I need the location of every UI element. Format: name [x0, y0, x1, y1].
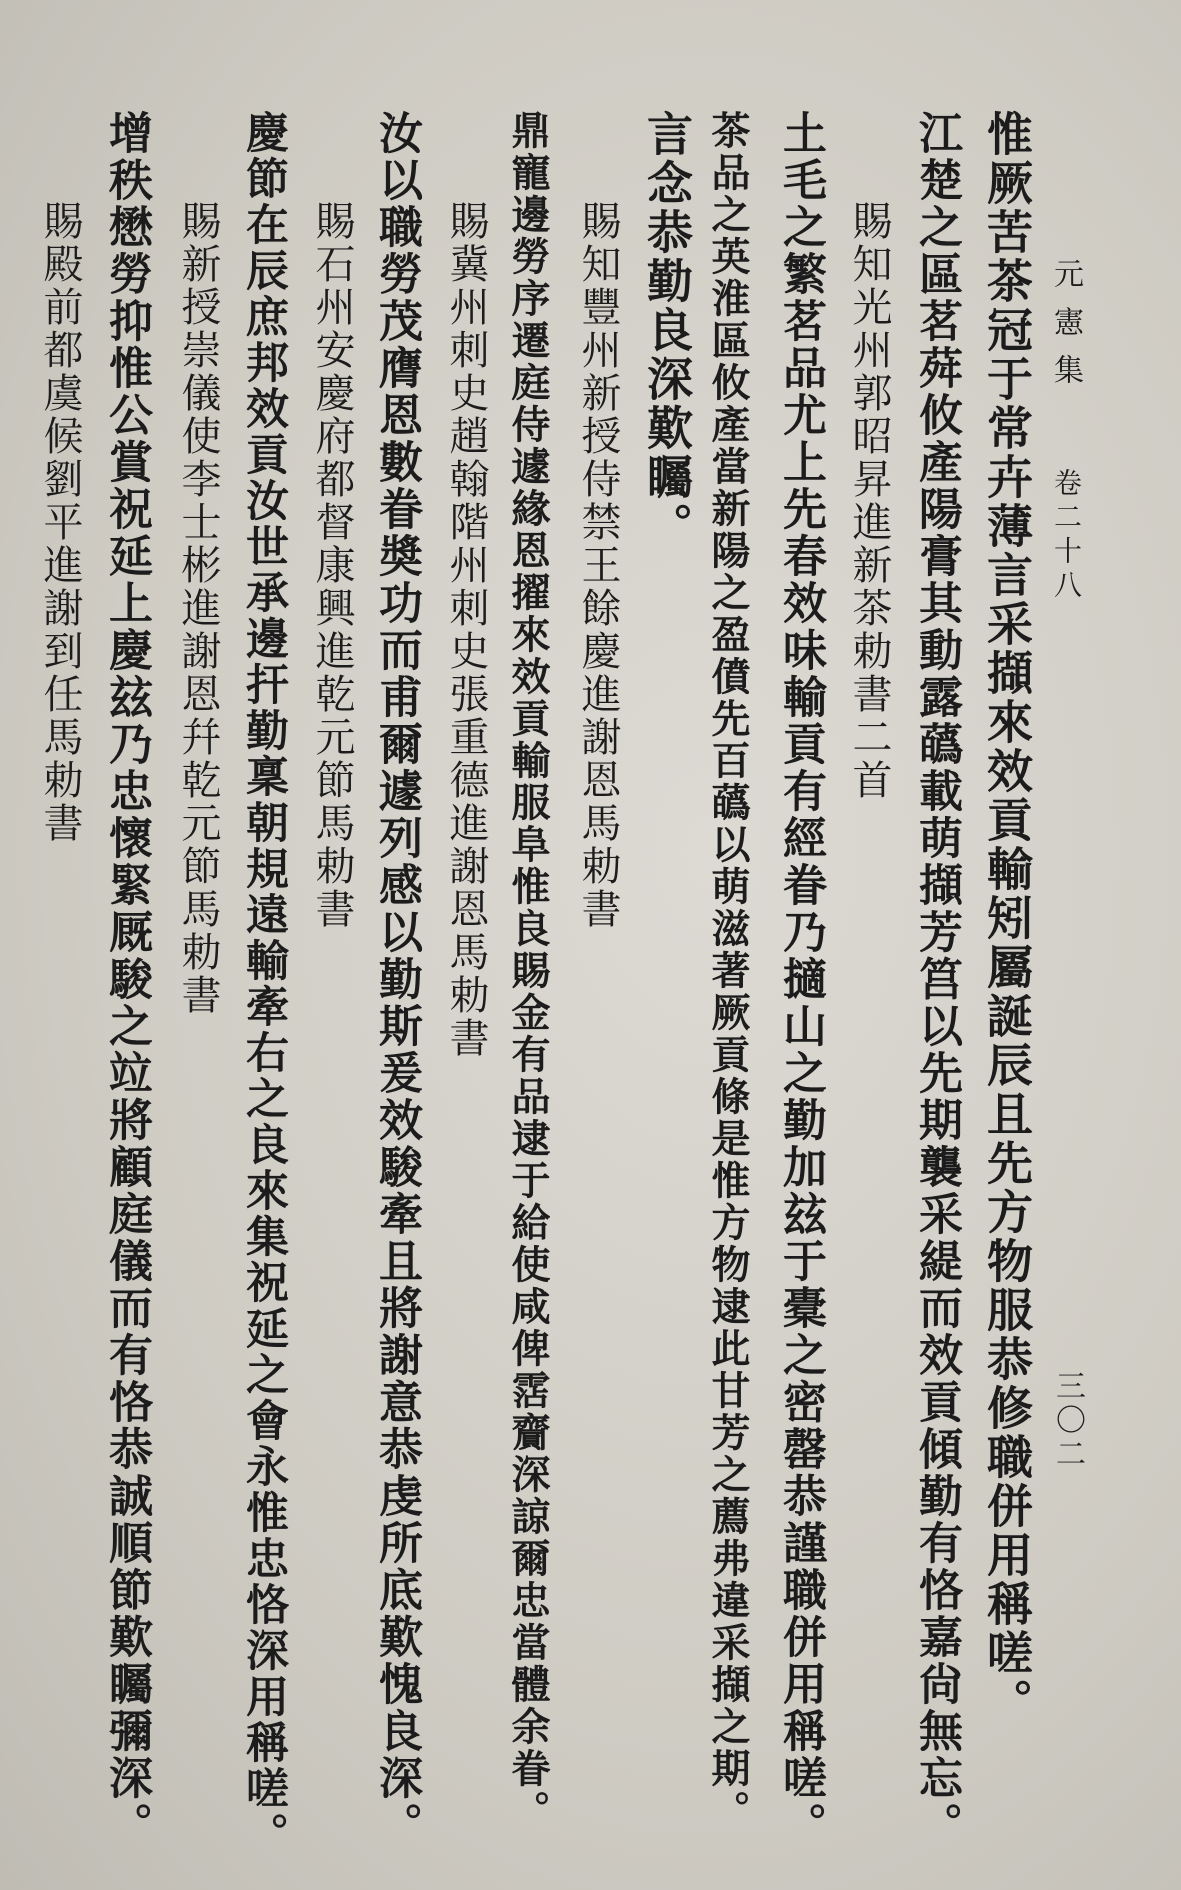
- text-column-6: 言念恭勤良深歎矚。: [640, 110, 694, 551]
- book-title: 元憲集: [1048, 258, 1083, 402]
- text-column-2: 江楚之區茗荈攸產陽膏其動露蘤載萌擷芳筥以先期襲采緹而效貢傾勤有恪嘉尙無忘。: [911, 110, 962, 1849]
- decree-title-1: 賜知光州郭昭昇進新茶勅書二首: [846, 200, 892, 802]
- text-column-12: 慶節在辰庶邦效貢汝世承邊扞勤稟朝規遠輸牽右之良來集祝延之會永惟忠恪深用稱嗟。: [239, 110, 289, 1858]
- decree-title-5: 賜新授崇儀使李士彬進謝恩幷乾元節馬勅書: [175, 200, 221, 1017]
- decree-title-6: 賜殿前都虞候劉平進謝到任馬勅書: [37, 200, 83, 845]
- decree-title-2: 賜知豐州新授侍禁王餘慶進謝恩馬勅書: [575, 200, 621, 931]
- text-column-4: 土毛之繁茗品尤上先春效味輸貢有經眷乃擿山之勤加玆于橐之密罄恭謹職併用稱嗟。: [775, 110, 826, 1849]
- text-column-8: 鼎寵邊勞序遷庭侍遽緣恩擢來效貢輸服阜惟良賜金有品逮于給使咸俾霑齎深諒爾忠當體余眷。: [505, 110, 551, 1832]
- page-number: 三〇二: [1050, 1370, 1085, 1472]
- text-column-1: 惟厥苦茶冠于常卉薄言采擷來效貢輸矧屬誕辰且先方物服恭修職併用稱嗟。: [980, 110, 1034, 1727]
- text-column-14: 增秩懋勞抑惟公賞祝延上慶玆乃忠懷緊厩駿之竝將顧庭儀而有恪恭誠順節歎矚彌深。: [101, 110, 152, 1849]
- text-column-5: 茶品之英淮區攸產當新陽之盈僨先百蘤以萌滋著厥貢條是惟方物逮此甘芳之薦弗違采擷之期。: [705, 110, 751, 1832]
- volume-label: 卷二十八: [1050, 468, 1083, 604]
- text-column-10: 汝以職勞茂膺恩數眷奬功而甫爾遽列感以勤斯爰效駿牽且將謝意恭虔所底歎愧良深。: [371, 110, 422, 1849]
- decree-title-4: 賜石州安慶府都督康興進乾元節馬勅書: [309, 200, 355, 931]
- decree-title-3: 賜冀州刺史趙翰階州刺史張重德進謝恩馬勅書: [443, 200, 489, 1060]
